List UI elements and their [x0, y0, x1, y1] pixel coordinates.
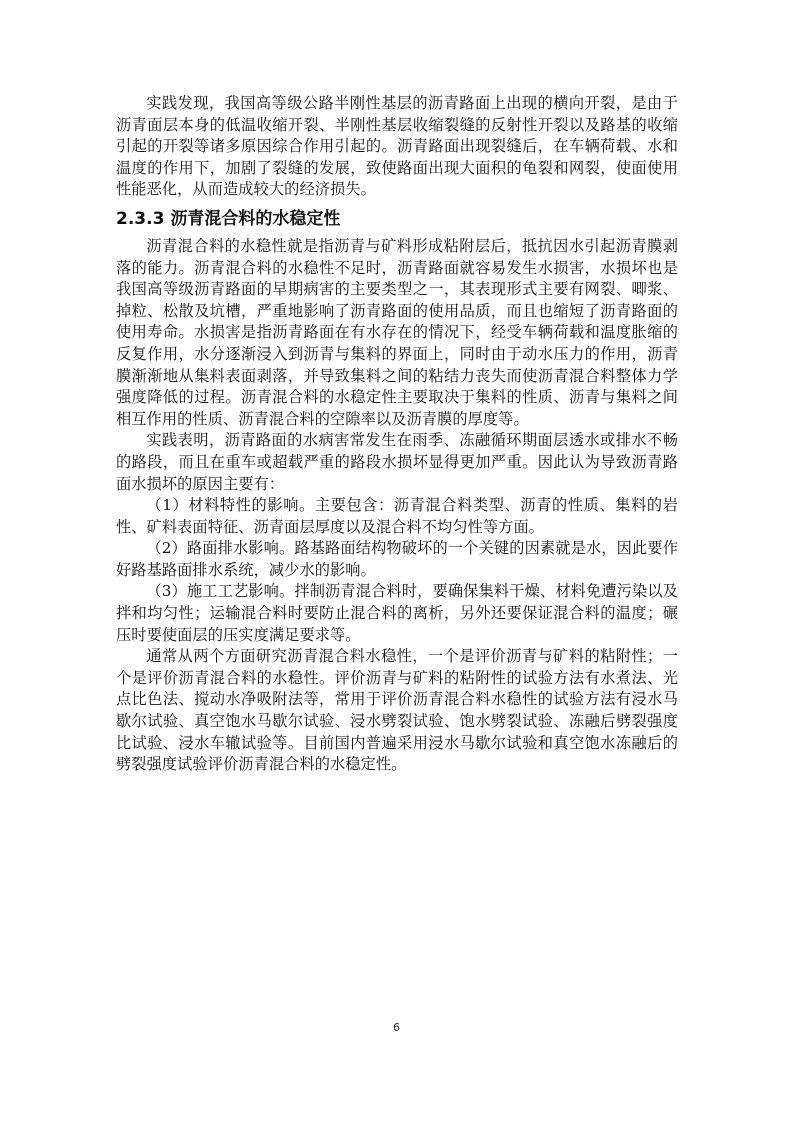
body-paragraph-1: 沥青混合料的水稳性就是指沥青与矿料形成粘附层后，抵抗因水引起沥青膜剥落的能力。沥青混合料的水稳性不足时，沥青路面就容易发生水损害，水损坏也是我国高等级沥青路面的早期病害的主要类型之一，其表现形式主要有网裂、唧浆、掉粒、松散及坑槽，严重地影响了沥青路面的使用品质，而且也缩短了沥青路面的使用寿命。水损害是指沥青路面在有水存在的情况下，经受车辆荷载和温度胀缩的反复作用，水分逐渐浸入到沥青与集料的界面上，同时由于动水压力的作用，沥青膜渐渐地从集料表面剥落，并导致集料之间的粘结力丧失而使沥青混合料整体力学强度降低的过程。沥青混合料的水稳定性主要取决于集料的性质、沥青与集料之间相互作用的性质、沥青混合料的空隙率以及沥青膜的厚度等。 [116, 236, 678, 428]
page-body [116, 93, 678, 776]
intro-paragraph: 实践发现，我国高等级公路半刚性基层的沥青路面上出现的横向开裂，是由于沥青面层本身的低温收缩开裂、半刚性基层收缩裂缝的反射性开裂以及路基的收缩引起的开裂等诸多原因综合作用引起的。沥青路面出现裂缝后，在车辆荷载、水和温度的作用下，加剧了裂缝的发展，致使路面出现大面积的龟裂和网裂，使面使用性能恶化，从而造成较大的经济损失。 [116, 94, 678, 199]
list-item-drainage: （2）路面排水影响。路基路面结构物破坏的一个关键的因素就是水，因此要作好路基路面排水系统，减少水的影响。 [116, 539, 678, 579]
section-number: 2.3.3 [116, 208, 165, 229]
section-title: 沥青混合料的水稳定性 [170, 208, 341, 229]
page-number: 6 [393, 1021, 400, 1034]
body-paragraph-3: 通常从两个方面研究沥青混合料水稳性，一个是评价沥青与矿料的粘附性；一个是评价沥青混合料的水稳性。评价沥青与矿料的粘附性的试验方法有水煮法、光点比色法、搅动水净吸附法等，常用于评价沥青混合料水稳性的试验方法有浸水马歇尔试验、真空饱水马歇尔试验、浸水劈裂试验、饱水劈裂试验、冻融后劈裂强度比试验、浸水车辙试验等。目前国内普遍采用浸水马歇尔试验和真空饱水冻融后的劈裂强度试验评价沥青混合料的水稳定性。 [116, 647, 678, 774]
body-paragraph-2: 实践表明，沥青路面的水病害常发生在雨季、冻融循环期面层透水或排水不畅的路段，而且在重车或超载严重的路段水损坏显得更加严重。因此认为导致沥青路面水损坏的原因主要有： [116, 431, 678, 493]
list-item-construction: （3）施工工艺影响。拌制沥青混合料时，要确保集料干燥、材料免遭污染以及拌和均匀性；运输混合料时要防止混合料的离析，另外还要保证混合料的温度；碾压时要使面层的压实度满足要求等。 [116, 582, 678, 644]
list-item-material: （1）材料特性的影响。主要包含：沥青混合料类型、沥青的性质、集料的岩性、矿料表面特征、沥青面层厚度以及混合料不均匀性等方面。 [116, 496, 678, 536]
section-heading [116, 207, 678, 231]
